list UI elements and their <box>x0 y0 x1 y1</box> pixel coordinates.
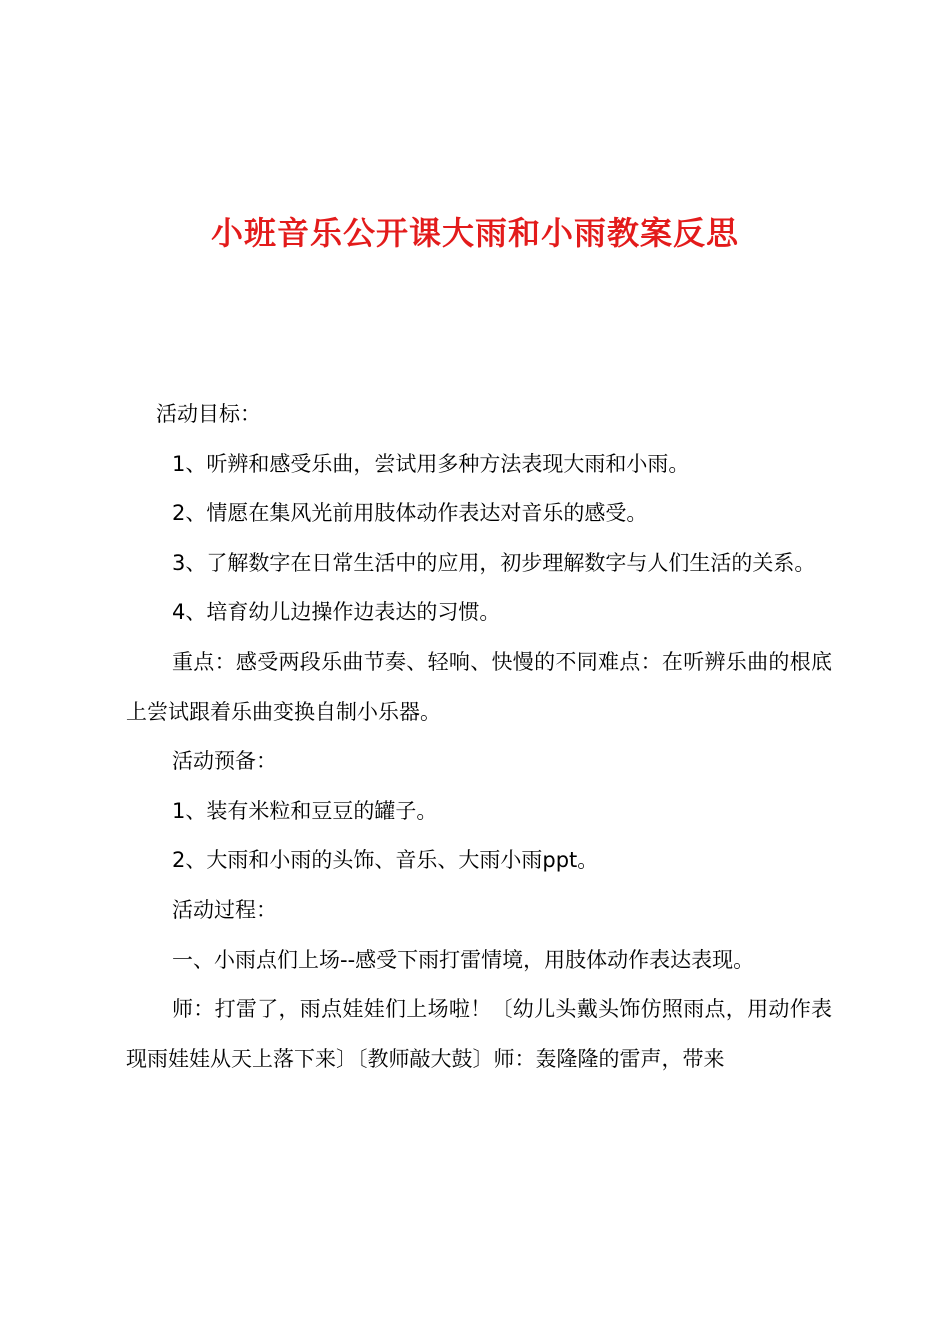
paragraph-goal-3: 3、了解数字在日常生活中的应用，初步理解数字与人们生活的关系。 <box>172 550 816 575</box>
paragraph-prep-2: 2、大雨和小雨的头饰、音乐、大雨小雨ppt。 <box>172 848 599 873</box>
paragraph-goal-4: 4、培育幼儿边操作边表达的习惯。 <box>172 600 501 625</box>
document-body <box>126 390 832 1084</box>
paragraph-process-2: 师：打雷了，雨点娃娃们上场啦！〔幼儿头戴头饰仿照雨点，用动作表现雨娃娃从天上落下来〕〔教师敲大鼓〕师：轰隆隆的雷声，带来 <box>126 997 832 1071</box>
paragraph-goal-2: 2、情愿在集风光前用肢体动作表达对音乐的感受。 <box>172 501 648 526</box>
paragraph-key-points: 重点：感受两段乐曲节奏、轻响、快慢的不同难点：在听辨乐曲的根底上尝试跟着乐曲变换自制小乐器。 <box>126 649 832 724</box>
section-heading-process: 活动过程： <box>172 897 277 922</box>
section-heading-preparation: 活动预备： <box>172 749 277 774</box>
paragraph-goal-1: 1、听辨和感受乐曲，尝试用多种方法表现大雨和小雨。 <box>172 451 690 476</box>
document-title: 小班音乐公开课大雨和小雨教案反思 <box>210 214 739 252</box>
paragraph-process-1: 一、小雨点们上场--感受下雨打雷情境，用肢体动作表达表现。 <box>172 947 755 972</box>
section-heading-goals: 活动目标： <box>156 402 261 426</box>
paragraph-prep-1: 1、装有米粒和豆豆的罐子。 <box>172 798 438 823</box>
